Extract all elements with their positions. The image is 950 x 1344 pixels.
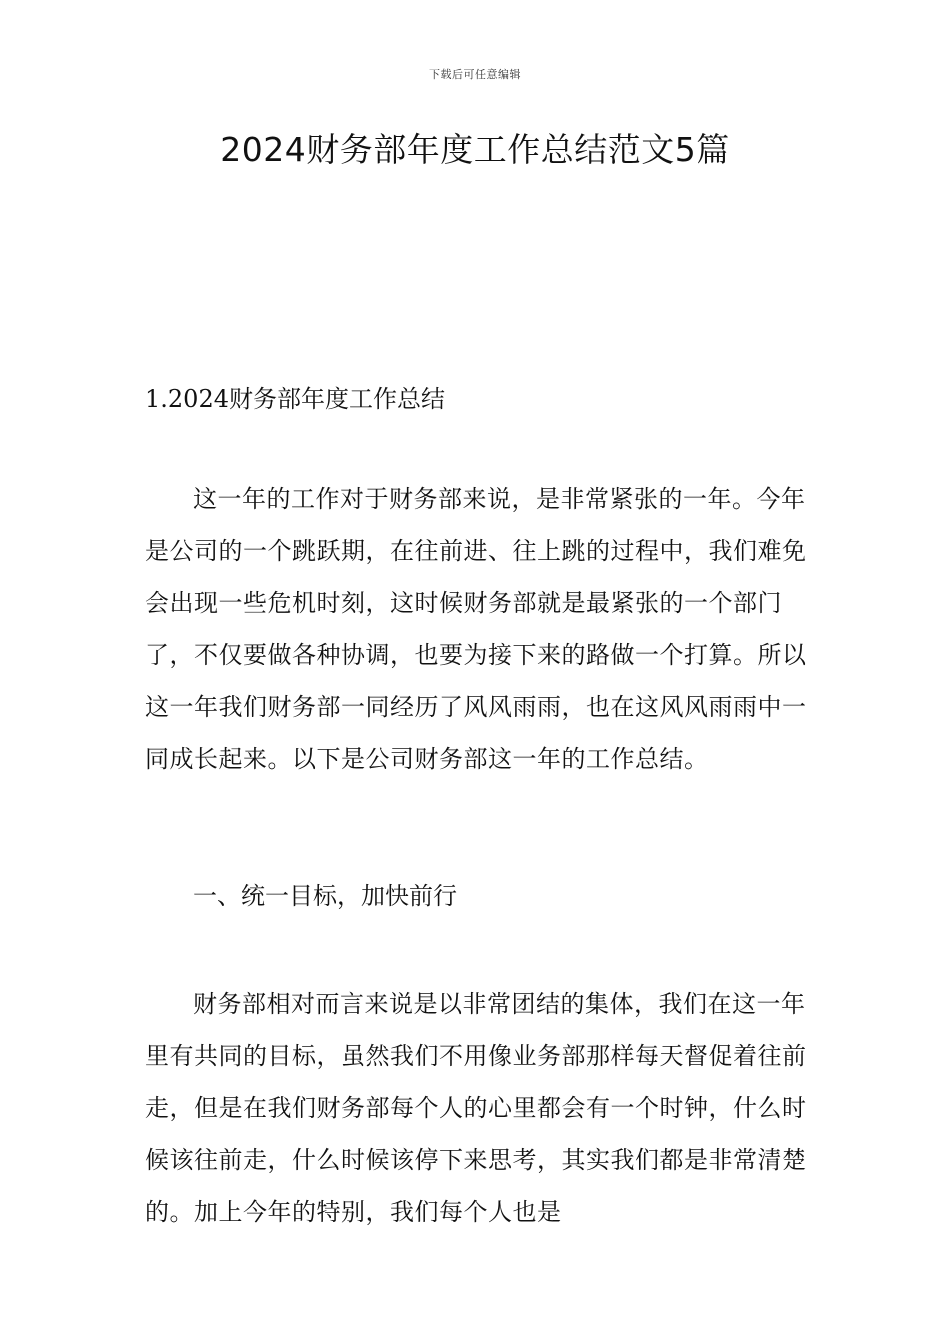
body-paragraph-1: 这一年的工作对于财务部来说，是非常紧张的一年。今年是公司的一个跳跃期，在往前进、往上跳的过程中，我们难免会出现一些危机时刻，这时候财务部就是最紧张的一个部门了，不仅要做各种协调，也要为接下来的路做一个打算。所以这一年我们财务部一同经历了风风雨雨，也在这风风雨雨中一同成长起来。以下是公司财务部这一年的工作总结。 bbox=[145, 485, 807, 773]
subheading-unify-goals: 一、统一目标，加快前行 bbox=[193, 882, 457, 910]
document-title: 2024财务部年度工作总结范文5篇 bbox=[220, 130, 730, 169]
body-paragraph-2: 财务部相对而言来说是以非常团结的集体，我们在这一年里有共同的目标，虽然我们不用像业务部那样每天督促着往前走，但是在我们财务部每个人的心里都会有一个时钟，什么时候该往前走，什么时候该停下来思考，其实我们都是非常清楚的。加上今年的特别，我们每个人也是 bbox=[145, 990, 807, 1226]
page-header-note: 下载后可任意编辑 bbox=[429, 68, 521, 81]
section-heading: 1.2024财务部年度工作总结 bbox=[145, 385, 445, 413]
